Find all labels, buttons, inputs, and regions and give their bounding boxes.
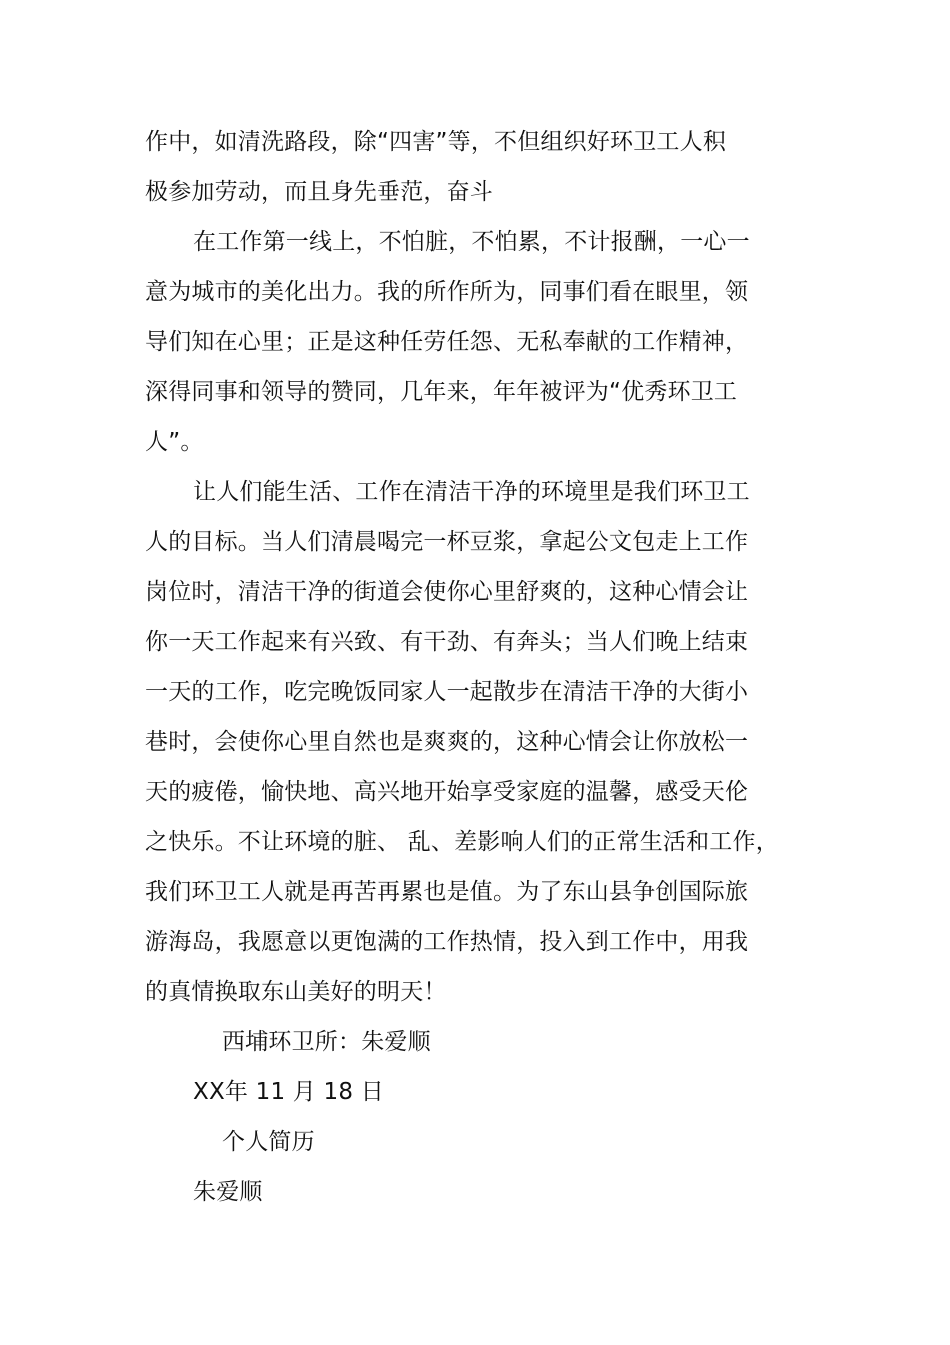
paragraph-first-line: 让人们能生活、工作在清洁干净的环境里是我们环卫工 (193, 479, 750, 505)
signature: 西埔环卫所：朱爱顺 (222, 1029, 431, 1055)
body-line: 作中，如清洗路段，除“四害”等，不但组织好环卫工人积 (145, 129, 727, 155)
body-line: 岗位时，清洁干净的街道会使你心里舒爽的，这种心情会让 (145, 579, 749, 605)
body-line: 之快乐。不让环境的脏、 乱、差影响人们的正常生活和工作， (145, 829, 779, 855)
body-line: 人”。 (145, 429, 204, 455)
body-line: 我们环卫工人就是再苦再累也是值。为了东山县争创国际旅 (145, 879, 749, 905)
body-line: 导们知在心里；正是这种任劳任怨、无私奉献的工作精神， (145, 329, 749, 355)
section-title: 个人简历 (222, 1129, 315, 1155)
date: XX年 11 月 18 日 (193, 1079, 384, 1105)
body-line: 你一天工作起来有兴致、有干劲、有奔头；当人们晚上结束 (145, 629, 749, 655)
body-line: 人的目标。当人们清晨喝完一杯豆浆，拿起公文包走上工作 (145, 529, 749, 555)
body-line: 游海岛，我愿意以更饱满的工作热情，投入到工作中，用我 (145, 929, 749, 955)
body-line: 巷时，会使你心里自然也是爽爽的，这种心情会让你放松一 (145, 729, 749, 755)
body-line: 的真情换取东山美好的明天！ (145, 979, 447, 1005)
body-line: 意为城市的美化出力。我的所作所为，同事们看在眼里，领 (145, 279, 749, 305)
body-line: 天的疲倦，愉快地、高兴地开始享受家庭的温馨，感受天伦 (145, 779, 749, 805)
paragraph-first-line: 在工作第一线上，不怕脏，不怕累，不计报酬，一心一 (193, 229, 750, 255)
body-line: 一天的工作，吃完晚饭同家人一起散步在清洁干净的大街小 (145, 679, 749, 705)
body-line: 深得同事和领导的赞同，几年来，年年被评为“优秀环卫工 (145, 379, 738, 405)
body-line: 极参加劳动，而且身先垂范，奋斗 (145, 179, 493, 205)
author-name: 朱爱顺 (193, 1179, 263, 1205)
